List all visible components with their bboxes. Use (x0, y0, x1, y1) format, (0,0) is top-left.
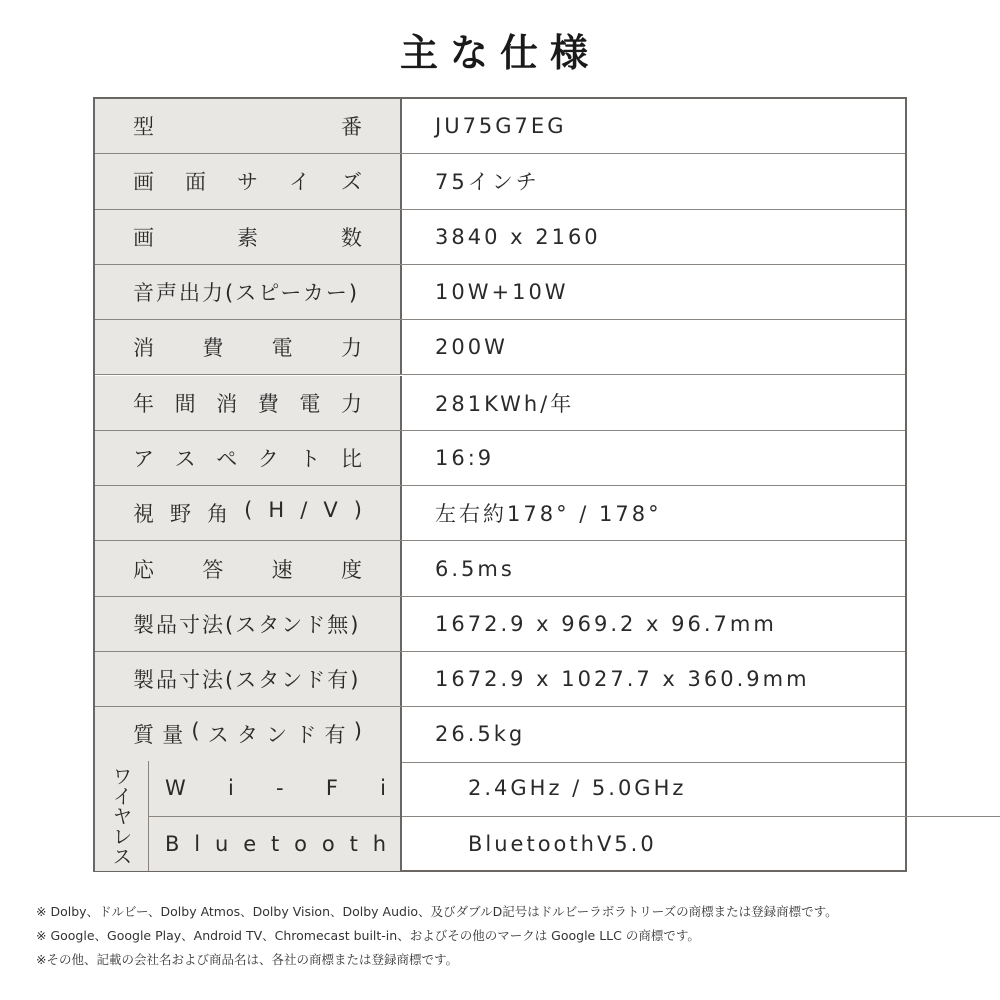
label-char: F (325, 776, 338, 801)
spec-label-text (133, 388, 362, 418)
spec-row-response-time (95, 541, 905, 596)
footnote-dolby: ※ Dolby、ドルビー、Dolby Atmos、Dolby Vision、Dolby Audio、及びダブルD記号はドルビーラボラトリーズの商標または登録商標です。 (36, 904, 838, 919)
label-char: ( (191, 719, 200, 744)
label-char: イ (289, 170, 310, 195)
spec-label-text: 音声出力(スピーカー) (133, 281, 360, 306)
label-char: H (268, 498, 285, 523)
label-char: 消 (216, 391, 238, 416)
spec-label-text: 製品寸法(スタンド無) (133, 612, 361, 637)
label-char: B (165, 831, 180, 856)
label-char: 答 (202, 557, 224, 582)
label-char: サ (237, 170, 258, 195)
label-char: i (380, 776, 386, 801)
spec-label (95, 320, 402, 374)
label-char: ス (174, 446, 196, 471)
footnotes (36, 900, 986, 972)
page-title: 主な仕様 (399, 30, 600, 75)
spec-value: 16:9 (435, 445, 495, 470)
label-char: ス (207, 723, 229, 748)
spec-label (95, 431, 402, 485)
spec-label-text (133, 166, 362, 196)
label-char: ク (257, 446, 279, 471)
label-char: 費 (257, 391, 279, 416)
label-char: 角 (207, 502, 229, 527)
spec-label (95, 265, 402, 319)
label-char: o (294, 831, 307, 856)
spec-value: 200W (435, 335, 508, 360)
label-char: ) (353, 719, 362, 744)
spec-row-dimensions-no-stand (95, 597, 905, 652)
spec-row-screen-size (95, 154, 905, 209)
spec-label (95, 154, 402, 208)
label-char: 力 (340, 336, 362, 361)
label-char: 画 (133, 170, 154, 195)
label-char: 度 (340, 557, 362, 582)
label-char: 力 (340, 391, 362, 416)
label-char: 質 (133, 723, 154, 748)
spec-label-text (133, 719, 362, 749)
spec-label-text (133, 222, 362, 252)
spec-label (95, 486, 402, 540)
label-char: 素 (237, 225, 258, 250)
spec-value: 3840 x 2160 (435, 224, 601, 249)
footnote-google: ※ Google、Google Play、Android TV、Chromecast built-in、およびその他のマークは Google LLC の商標です。 (36, 928, 700, 943)
label-char: 数 (341, 225, 362, 250)
label-char: - (276, 776, 284, 801)
label-char: 番 (341, 115, 362, 140)
label-char: 間 (174, 391, 196, 416)
label-char: e (243, 831, 257, 856)
spec-row-power (95, 320, 905, 375)
label-char: ド (295, 723, 317, 748)
label-char: ア (133, 446, 154, 471)
spec-label-text (133, 498, 362, 528)
label-char: 画 (133, 225, 154, 250)
label-char: t (349, 831, 358, 856)
spec-label-text (133, 111, 362, 141)
spec-value: 281KWh/年 (435, 391, 575, 416)
bluetooth-value: BluetoothV5.0 (468, 831, 657, 856)
spec-value: JU75G7EG (435, 114, 567, 139)
label-char: h (372, 831, 386, 856)
label-char: ン (266, 723, 288, 748)
spec-value: 26.5kg (435, 722, 526, 747)
spec-label-text: 製品寸法(スタンド有) (133, 668, 361, 693)
spec-label-text (133, 443, 362, 473)
wireless-group-label-text: ワイヤレス (109, 765, 133, 866)
label-char: 量 (162, 723, 184, 748)
label-char: 年 (133, 391, 154, 416)
footnote-trademarks: ※その他、記載の会社名および商品名は、各社の商標または登録商標です。 (36, 952, 458, 967)
label-char: ト (299, 446, 321, 471)
label-char: 比 (340, 446, 362, 471)
spec-value: 10W+10W (435, 280, 569, 305)
label-char: u (215, 831, 229, 856)
spec-label-text (133, 332, 362, 362)
spec-label (95, 541, 402, 595)
spec-row-annual-power (95, 376, 905, 431)
spec-value: 左右約178° / 178° (435, 502, 662, 527)
label-char: 速 (271, 557, 293, 582)
label-char: 電 (299, 391, 321, 416)
spec-row-audio-output (95, 265, 905, 320)
spec-label (95, 99, 402, 153)
spec-label (95, 210, 402, 264)
label-char: / (300, 498, 308, 523)
spec-label (95, 707, 402, 761)
spec-row-pixels (95, 210, 905, 265)
spec-row-dimensions-with-stand (95, 652, 905, 707)
spec-row-model (95, 99, 905, 154)
label-char: 面 (185, 170, 206, 195)
spec-label (95, 652, 402, 706)
label-char: V (323, 498, 338, 523)
spec-value: 1672.9 x 969.2 x 96.7mm (435, 611, 777, 636)
label-char: 消 (133, 336, 154, 361)
label-char: ) (353, 498, 362, 523)
spec-row-aspect-ratio (95, 431, 905, 486)
spec-table (93, 97, 907, 872)
spec-value: 1672.9 x 1027.7 x 360.9mm (435, 667, 810, 692)
label-char: 有 (324, 723, 346, 748)
label-char: ズ (341, 170, 362, 195)
label-char: 応 (133, 557, 154, 582)
spec-value: 75インチ (435, 170, 540, 195)
label-char: 費 (202, 336, 224, 361)
spec-row-viewing-angle (95, 486, 905, 541)
label-char: 型 (133, 115, 154, 140)
label-char: i (227, 776, 234, 801)
label-char: o (321, 831, 335, 856)
spec-label (95, 376, 402, 430)
label-char: 野 (170, 502, 192, 527)
label-char: 電 (271, 336, 293, 361)
label-char: ( (244, 498, 253, 523)
label-char: タ (236, 723, 258, 748)
spec-label (95, 597, 402, 651)
label-char: W (165, 776, 186, 801)
label-char: ペ (216, 446, 238, 471)
wifi-value: 2.4GHz / 5.0GHz (468, 776, 687, 801)
spec-label-text (133, 554, 362, 584)
spec-value: 6.5ms (435, 556, 515, 581)
label-char: l (194, 831, 201, 856)
spec-row-weight (95, 707, 905, 762)
label-char: 視 (133, 502, 154, 527)
label-char: t (271, 831, 280, 856)
